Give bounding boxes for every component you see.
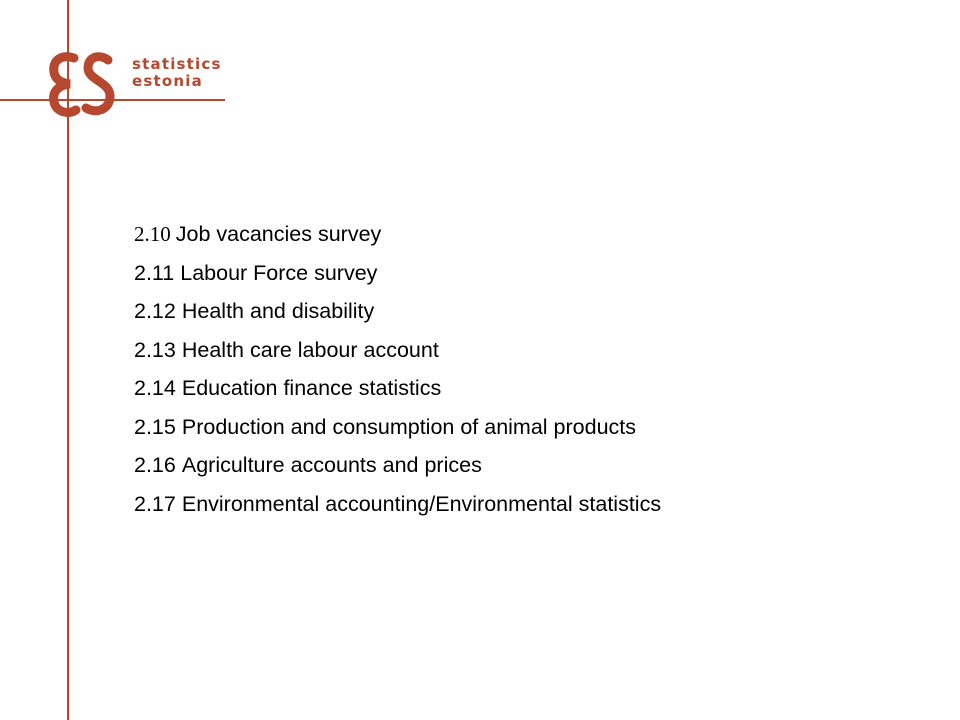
item-number: 2.17 bbox=[134, 491, 176, 516]
item-number: 2.10 bbox=[134, 222, 171, 246]
list-item bbox=[134, 219, 661, 258]
item-number: 2.12 bbox=[134, 299, 176, 323]
item-number: 2.11 bbox=[134, 260, 175, 285]
item-number: 2.16 bbox=[134, 453, 176, 477]
item-text: Health care labour account bbox=[181, 337, 439, 362]
item-text: Labour Force survey bbox=[180, 260, 378, 285]
item-number: 2.13 bbox=[134, 337, 176, 362]
es-logo-mark bbox=[44, 48, 124, 120]
item-number: 2.15 bbox=[134, 414, 176, 439]
item-text: Health and disability bbox=[181, 299, 375, 323]
logo-word-statistics: statistics bbox=[132, 55, 222, 73]
list-item bbox=[134, 373, 661, 412]
list-item bbox=[134, 489, 661, 528]
list-item bbox=[134, 335, 661, 374]
list-item bbox=[134, 450, 661, 489]
topic-list bbox=[134, 219, 661, 527]
item-text: Agriculture accounts and prices bbox=[181, 453, 482, 477]
item-text: Environmental accounting/Environmental statistics bbox=[181, 491, 662, 516]
item-number: 2.14 bbox=[134, 376, 176, 400]
logo-word-estonia: estonia bbox=[132, 72, 203, 90]
item-text: Education finance statistics bbox=[181, 376, 442, 400]
item-text: Production and consumption of animal products bbox=[181, 414, 637, 439]
list-item bbox=[134, 296, 661, 335]
item-text: Job vacancies survey bbox=[175, 222, 382, 246]
list-item bbox=[134, 412, 661, 451]
list-item bbox=[134, 258, 661, 297]
